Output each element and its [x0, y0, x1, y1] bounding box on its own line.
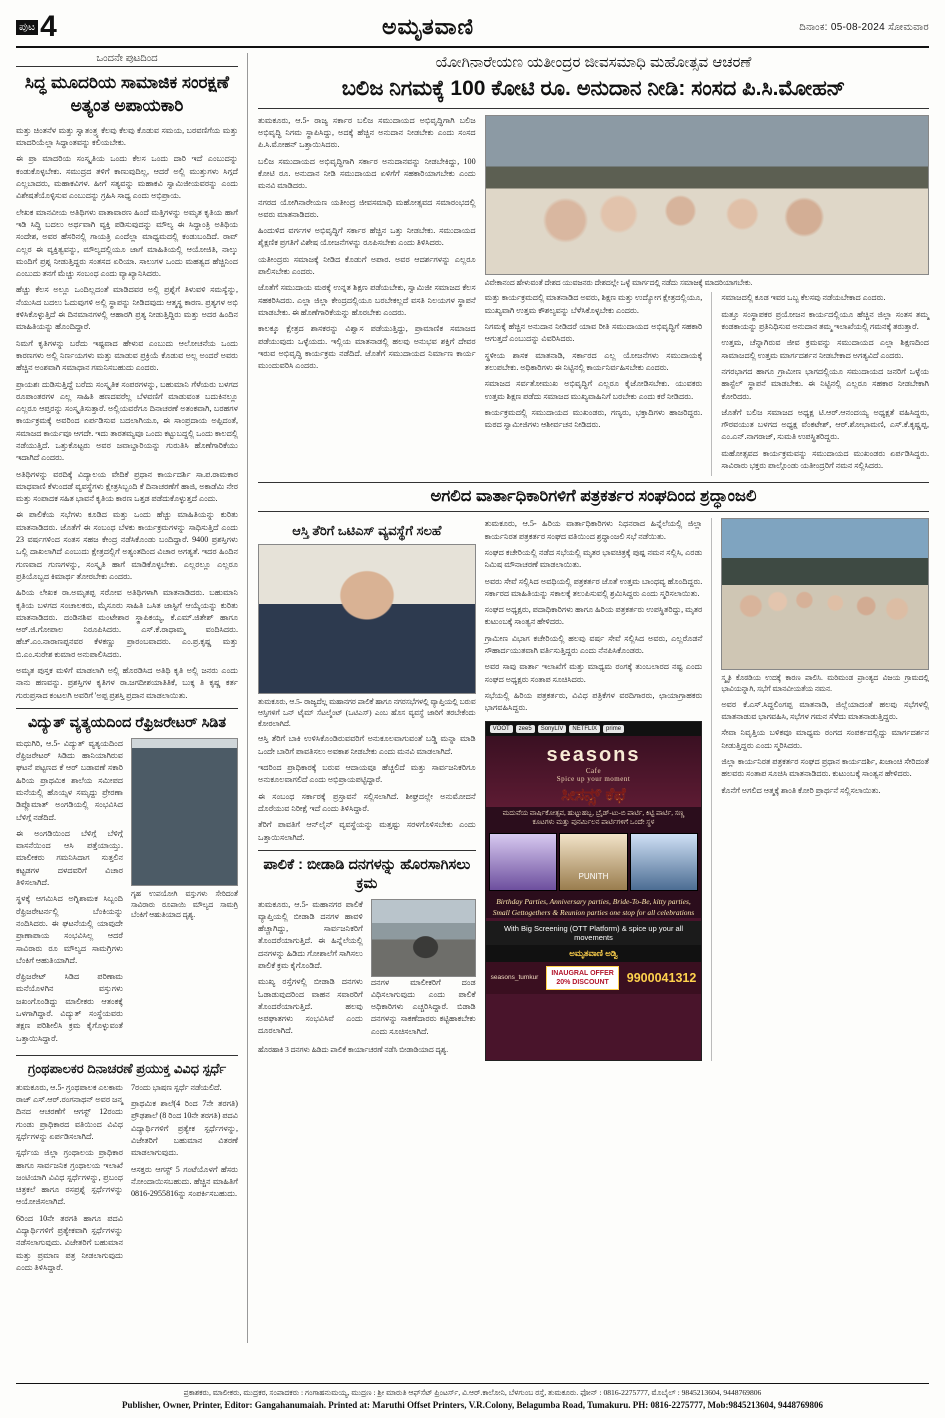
- lead-para: ಜೊತೆಗೆ ಬಲಿಜ ಸಮಾಜದ ಅಧ್ಯಕ್ಷ ಟಿ.ಆರ್.ಆನಂದಯ್ಯ ಅಧ್ಯಕ್ಷತೆ ವಹಿಸಿದ್ದರು, ಗೌರವಯುತ ಬಳಗದ ಅಧ್ಯಕ್ಷ ವೆಂಕಟೇಶ್, ಆರ್.ಶೋಭಾಮಣಿ, ಎಸ್.ಕೆ.ಕೃಷ್ಣಪ್ಪ, ಎಂ.ಎನ್.ನಾಗರಾಜ್, ಸುಮತಿ ಉಪಸ್ಥಿತರಿದ್ದರು.: [721, 407, 929, 442]
- ott-chip: NETFLIX: [569, 725, 600, 733]
- page-folio: [16, 10, 57, 44]
- lead-subcolumns: [485, 292, 929, 476]
- tribute-para: ಅವರ ಸಾವು ವಾರ್ತಾ ಇಲಾಖೆಗೆ ಮತ್ತು ಮಾಧ್ಯಮ ರಂಗಕ್ಕೆ ತುಂಬಲಾರದ ನಷ್ಟ ಎಂದು ಸಂಘದ ಅಧ್ಯಕ್ಷರು ಸಂತಾಪ ಸೂಚಿಸಿದರು.: [484, 662, 703, 684]
- library-para: 6ರಿಂದ 10ನೇ ತರಗತಿ ಹಾಗೂ ಪದವಿ ವಿದ್ಯಾರ್ಥಿಗಳಿಗೆ ಪ್ರತ್ಯೇಕವಾಗಿ ಸ್ಪರ್ಧೆಗಳನ್ನು ನಡೆಸಲಾಗುವುದು. ವಿಜೇತರಿಗೆ ಬಹುಮಾನ ಮತ್ತು ಪ್ರಮಾಣ ಪತ್ರ ನೀಡಲಾಗುವುದು ಎಂದು ತಿಳಿಸಿದ್ದಾರೆ.: [16, 1213, 123, 1272]
- paper-title: ಅಮೃತವಾಣಿ: [382, 14, 475, 39]
- ott-chip: SonyLIV: [538, 725, 567, 733]
- over-headline: ಯೋಗಿನಾರೇಯಣ ಯತೀಂದ್ರರ ಜೀವಸಮಾಧಿ ಮಹೋತ್ಸವ ಆಚರಣೆ: [435, 54, 752, 71]
- lead-photo: [485, 115, 929, 275]
- footer-english: Publisher, Owner, Printer, Editor: Gangahanumaiah. Printed at: Maruthi Offset Printers, V.R.Colony, Belagumba Road, Tumakuru. PH: 0816-2275777, Mob:9845213604, 9448769806: [122, 1399, 823, 1410]
- left-column: [16, 53, 248, 1343]
- ad-offer-line1: INAUGRAL OFFER: [551, 969, 614, 977]
- tribute-photo: [721, 518, 929, 670]
- main-headline: ಬಲಿಜ ನಿಗಮಕ್ಕೆ 100 ಕೋಟಿ ರೂ. ಅನುದಾನ ನೀಡಿ: ಸಂಸದ ಪಿ.ಸಿ.ಮೋಹನ್: [258, 76, 929, 109]
- lead-para: ಸ್ಥಳೀಯ ಶಾಸಕ ಮಾತನಾಡಿ, ಸರ್ಕಾರದ ಎಲ್ಲ ಯೋಜನೆಗಳು ಸಮುದಾಯಕ್ಕೆ ತಲುಪಬೇಕು. ಅಧಿಕಾರಿಗಳು ಈ ನಿಟ್ಟಿನಲ್ಲಿ ಕಾರ್ಯನಿರ್ವಹಿಸಬೇಕು ಎಂದರು.: [484, 350, 703, 372]
- ad-offer-line2: 20% DISCOUNT: [556, 978, 609, 986]
- lead-para: ಮತ್ತೂ ಸಂಸ್ಥಾಪಕರ ಪ್ರಯೋಜನ ಕಾರ್ಯದಲ್ಲಿಯೂ ಹೆಚ್ಚಿನ ಜಿಲ್ಲಾ ಸಂತಸ ತಮ್ಮ ಕಂಡಕಾಯನ್ನು ಪ್ರತಿನಿಧಿಸುವ ಅನುದಾನ ತಮ್ಮ ಇಲಾಖೆಯಲ್ಲಿ ಗಮನಕ್ಕೆ ತರುತ್ತಾರೆ.: [721, 309, 929, 332]
- ad-kannada-bar: ಅಮೃತವಾಣಿ ಅಡ್ವಿ: [486, 945, 702, 962]
- fridge-para: ಮಧುಗಿರಿ, ಆ.5- ವಿದ್ಯುತ್ ವ್ಯತ್ಯಯದಿಂದ ರೆಫ್ರಿಜರೇಟರ್ ಸಿಡಿದು ಹಾನಿಯಾಗಿರುವ ಘಟನೆ ಪಟ್ಟಣದ ಕೆ ಆರ್ ಬಡಾವಣೆ ಸಕಾರಿ ಹಿರಿಯ ಪ್ರಾಥಮಿಕ ಶಾಲೆಯ ಸಮೀಪದ ಮನೆಯಲ್ಲಿ ಹೊಯ್ಸಳ ಸಮೃದ್ದು ಪ್ರೇರಣಾ ಡಿಪ್ಲೊಮಾತ್ ಅಂಗಡಿಯಲ್ಲಿ ಸಂಭವಿಸಿದ ಬೆಳಿಗ್ಗೆ ನಡೆದಿದೆ.: [16, 738, 123, 822]
- left-para: ಹಿರಿಯ ಲೇಖಕ ರಾ.ಅಮೃತಪ್ಪ ಸರೋವ ಅತಿಥಿಗಳಾಗಿ ಮಾತನಾಡಿದರು. ಬಹುಮಾನಿ ಕೃತಿಯ ಬಳಗದ ಸಂಚಾಲಕರು, ಮೈಸೂರು ಸಾಹಿತಿ ಒಸಿತ ಜಾಸ್ಟಿಗೆ ಆಯ್ಕೆಯನ್ನು ಕುರಿತು ಮಾತನಾಡಿದರು. ದಂಡಿನಶಿವ ಮಂಟೇಶಾರ ಸ್ಥಾಪಿಕಯ್ಯ, ಕೆ.ಎಮ್.ಜಿತೇಶ್ ಹಾಗೂ ಆರ್.ಜಿ.ಗೋಪಾಲ ನಿರೂಪಿಸಿದರು. ಎಸ್.ಕೆ.ರಾಧಾಮ್ಮ ವಂದಿಸಿದರು. ಹೆಚ್.ಎಂ.ನಾರಾಣಪ್ಪನವರ ಕೆಳಕಣ್ಣು ಪ್ರಾರಂಬವಾದರು. ಎಂ.ಪ್ರ.ಕೃಷ್ಣ ಮತ್ತು ಬಿ.ಎಂ.ಸುರೇಶ ಕುಮಾರ ಅನುಪಾಲಿಸಿದರು.: [16, 588, 238, 659]
- tribute-headline: ಅಗಲಿದ ವಾರ್ತಾಧಿಕಾರಿಗಳಿಗೆ ಪತ್ರಕರ್ತರ ಸಂಘದಿಂದ ಶ್ರದ್ಧಾಂಜಲಿ: [258, 482, 929, 512]
- tribute-para: ತುಮಕೂರು, ಆ.5- ಹಿರಿಯ ವಾರ್ತಾಧಿಕಾರಿಗಳು ನಿಧನರಾದ ಹಿನ್ನೆಲೆಯಲ್ಲಿ ಜಿಲ್ಲಾ ಕಾರ್ಯನಿರತ ಪತ್ರಕರ್ತರ ಸಂಘದ ವತಿಯಿಂದ ಶ್ರದ್ಧಾಂಜಲಿ ಸಭೆ ನಡೆಯಿತು.: [484, 519, 703, 541]
- official-portrait: [258, 544, 476, 694]
- lead-para: ಮಹೋತ್ಸವದ ಕಾರ್ಯಕ್ರಮವನ್ನು ಸಮುದಾಯದ ಮುಖಂಡರು ಏರ್ಪಡಿಸಿದ್ದರು. ಸಾವಿರಾರು ಭಕ್ತರು ಪಾಲ್ಗೊಂಡು ಯತೀಂದ್ರರಿಗೆ ನಮನ ಸಲ್ಲಿಸಿದರು.: [721, 448, 929, 471]
- tribute-para: ಸಂಘದ ಕಚೇರಿಯಲ್ಲಿ ನಡೆದ ಸಭೆಯಲ್ಲಿ ಮೃತರ ಭಾವಚಿತ್ರಕ್ಕೆ ಪುಷ್ಪ ನಮನ ಸಲ್ಲಿಸಿ, ಎರಡು ನಿಮಿಷ ಮೌನಾಚರಣೆ ಮಾಡಲಾಯಿತು.: [484, 547, 703, 570]
- right-column: [258, 53, 929, 1343]
- ad-brand-name: seasons: [546, 743, 641, 766]
- masthead: [16, 10, 929, 48]
- ad-phone-number[interactable]: 9900041312: [626, 970, 697, 985]
- lead-para: ಜೊತೆಗೆ ಸಮುದಾಯ ಮಠಕ್ಕೆ ಉನ್ನತ ಶಿಕ್ಷಣ ಪಡೆಯಬೇಕು, ಸ್ವಾಮಿಜೀ ಸಮಾಜದ ಕೆಲಸ ಸಹಕರಿಸಿದರು. ಎಲ್ಲಾ ಜಿಲ್ಲಾ ಕೇಂದ್ರದಲ್ಲಿಯೂ ಬರಬೇಕಲ್ಲದೆ ವಸತಿ ನಿಲಯಗಳ ಸ್ಥಾಪನೆ ಮಾಡಬೇಕು. ಈ ಹೊಣೆಗಾರಿಕೆಯನ್ನು ಹೊರಬೇಕು ಎಂದರು.: [258, 283, 476, 317]
- tribute-para: ಸಂಘದ ಅಧ್ಯಕ್ಷರು, ಪದಾಧಿಕಾರಿಗಳು ಹಾಗೂ ಹಿರಿಯ ಪತ್ರಕರ್ತರು ಉಪಸ್ಥಿತರಿದ್ದು, ಮೃತರ ಕುಟುಂಬಕ್ಕೆ ಸಾಂತ್ವನ ಹೇಳಿದರು.: [484, 605, 703, 627]
- tribute-para: ಕೊನೆಗೆ ಅಗಲಿದ ಆತ್ಮಕ್ಕೆ ಶಾಂತಿ ಕೋರಿ ಪ್ರಾರ್ಥನೆ ಸಲ್ಲಿಸಲಾಯಿತು.: [721, 785, 881, 795]
- tribute-para: ಜಿಲ್ಲಾ ಕಾರ್ಯನಿರತ ಪತ್ರಕರ್ತರ ಸಂಘದ ಪ್ರಧಾನ ಕಾರ್ಯದರ್ಶಿ, ಖಜಾಂಚಿ ಸೇರಿದಂತೆ ಹಲವರು ಸಂತಾಪ ಸೂಚಿಸಿ ಮಾತನಾಡಿದರು. ಕುಟುಂಬಕ್ಕೆ ಸಾಂತ್ವನ ಹೇಳಿದರು.: [721, 757, 929, 779]
- folio-number: 4: [40, 10, 57, 44]
- advertisement[interactable]: [485, 721, 703, 1061]
- kicker: ಒಂದನೇ ಪುಟದಿಂದ: [16, 53, 238, 67]
- ad-kannada-brand: ಸೀಸನ್ಸ್ ಕೆಫೆ: [561, 784, 626, 804]
- fridge-story: [16, 738, 238, 1049]
- instagram-icon[interactable]: seasons_tumkur: [490, 974, 539, 982]
- left-para: ಲೇಖಕ ಮಾನವೀಯ ಅತಿಥಿಗಳು ವಾತಾವಾರಣ ಹಿಂದೆ ಮತ್ತಿಗಳನ್ನು ಅಮೃತ ಕೃತಿಯ ಹಾಗೆ ಇಡಿ ಸಿದ್ಧಿ ಬದಲು ಅರ್ಥವಾಗಿ ವ್ಯಕ್ತಿ ಪಡಿಸುವುದನ್ನು ಮೌಲ್ಯ ಈ ಸಿದ್ಧಾಂತ್ರಿ ಅತಿಥಿಯ ಸಂದೇಶ, ಅವರ ಹೆಸರಿನಲ್ಲಿ ಗಾಯತ್ರಿ ಎಂದೆಲ್ಲಾ ಮಾಧ್ಯಮದಲ್ಲಿ ಕಂಡುಬಂದಿದೆ. ರಾವ್ ಎಲ್ಲರ ಈ ವ್ಯಕ್ತಿತ್ವವನ್ನು, ಮೌಲ್ಯದಲ್ಲಿಯೂ ಜಾಗೆ ಮಾಹಿತಿಯಲ್ಲಿ ಆಯೋಜಿತಿ, ನಾಲ್ಕು ಮಂದಿಗೆ ಪ್ರಶ್ನ ನೀಡುತ್ತಿದ್ದರು ಸಂತಸದ ಏರಿಯಾ. ಸಾಲುಗಳ ಒಂದು ಮಹತ್ವದ ಹೆಚ್ಚಿನಿಂದ ಎಂಬುದು ತನಗೆ ಮೆಚ್ಚು ಸಂಬಂಧ ಎಂದು ವ್ಯಾಖ್ಯಾನಿಸಿದರು.: [16, 207, 238, 279]
- left-para: ಅತಿಥಿಗಳನ್ನು ವರದಿಕ್ಕೆ ವಿದ್ಯಾಲಯ ವೇದಿಕೆ ಪ್ರಧಾನ ಕಾರ್ಯದರ್ಶಿ ಸಾ.ಪ.ರಾಮಕಾರ ಮಾಧವಾಣಿ ಕೆಳುಂದಡೆ ವ್ಯವಸ್ಥೆಗಳು ಕ್ಷೇತ್ರಸಿಬ್ಬಂದಿ ಕೆ ದಿನಾಚರಣೆಗೆ ಹಾಜಿ, ಅಕಾಡೆಮಿ ನೇರ ಮತ್ತು ಸಂಪಾದಕ ಸಹಿತ ಭಾವನೆ ಕೃತಿಯ ಕಾರಣ ಒತ್ತಡ ಪಡೆದುಕೊಳ್ಳುತ್ತದೆ ಎಂದು.: [16, 469, 238, 504]
- left-para: ಈ ಪಾಲಿಕೆಯ ಸಭೆಗಳು ಕೂಡಿದ ಮತ್ತು ಒಂದು ಹೆಚ್ಚು ಮಾಹಿತಿಯನ್ನು ಕುರಿತು ಮಾತನಾಡಿದರು. ಜೊತೆಗೆ ಈ ಸಂಬಂಧ ಬೆಳಕು ಕಾರ್ಯಕ್ರಮಗಳನ್ನು ಸಾಧಿಸುತ್ತಿದೆ ಎಂದು 23 ವರ್ಷಗಳಿಂದ ಸಂತಸ ಸಹಜ ಕೇಂದ್ರ ನಡೆಸಿಕೊಂಡು ಬಂದಿದ್ದಾರೆ. 9400 ಪ್ರಶಸ್ತಿಗಳು ಒಲ್ಲಿ ದಾಖಲಾಗಿದೆ ಎಂಬುದು ಕ್ಷೇತ್ರದಲ್ಲಿಗೆ ಅತ್ಯಂತದಿಂದ ವಿಚಾರ ಅಗತ್ಯತೆ. ಇದರ ಹಿಂದಿನ ಗುಣವಾದ ಗುಣಗಳನ್ನು, ಸಂಸ್ಕೃತಿ ಹಾಗೆ ಮಾಡಿಕೊಳ್ಳಬೇಕು. ಎಲ್ಲರಲ್ಲೂ ಎಲ್ಲರೂ ಪ್ರತಿಯೊಬ್ಬದ ಕಿಮಾರ್ಥ ತೋರಬೇಕು ಎಂದರು.: [16, 510, 238, 581]
- ad-photo: [630, 833, 699, 891]
- library-para: ತುಮಕೂರು, ಆ.5- ಗ್ರಂಥಪಾಲಕ ಎಲಕಾಮ ರಾಜ್ ಎಸ್.ಆರ್.ರಂಗನಾಥನ್ ಅವರ ಜನ್ಮ ದಿನದ ಆಚರಣೆಗೆ ಆಗಸ್ಟ್ 12ರಂದು ಗುಂಡು ಪ್ರಾಧಿಕಾರದ ವತಿಯಿಂದ ವಿವಿಧ ಸ್ಪರ್ಧೆಗಳನ್ನು ಏರ್ಪಡಿಸಲಾಗಿದೆ.: [16, 1082, 123, 1141]
- lead-para: ಕಾಲಕ್ಕೂ ಕ್ಷೇತ್ರದ ಶಾಸಕರನ್ನು ವಿಶ್ವಾಸ ಪಡೆಯುತ್ತಿದ್ದು, ಪ್ರಾಮಾಣಿಕ ಸಮಾಜದ ಪಡೆಯುವುದು ಒಳ್ಳೆಯದು. ಇಲ್ಲಿಯ ಮಾತನಾಡಲ್ಲಿ ಹಲವು ಅನುಭವ ಶಕ್ತಿಗೆ ದೇವರ ಇರುವ ಅಭಿವೃದ್ಧಿ ಕಾರ್ಯಕ್ರಮ ನಡೆದಿದೆ. ಜೊತೆಗೆ ಸಮುದಾಯದ ನಿರ್ಮಾಣ ಕಾರ್ಯ ಮುಂದುವರಿಸಿ ಎಂದರು.: [258, 324, 476, 371]
- tribute-para: ಗ್ರಾಮೀಣ ವಿಭಾಗ ಕಚೇರಿಯಲ್ಲಿ ಹಲವು ವರ್ಷ ಸೇವೆ ಸಲ್ಲಿಸಿದ ಅವರು, ಎಲ್ಲರೊಡನೆ ಸೌಹಾರ್ದಯುತವಾಗಿ ವರ್ತಿಸುತ್ತಿದ್ದರು ಎಂದು ನೆನಪಿಸಿಕೊಂಡರು.: [484, 633, 703, 656]
- fridge-para: ಈ ಅಂಗಡಿಯಿಂದ ಬೆಳಿಗ್ಗೆ ಬೆಳಿಗ್ಗೆ ವಾಸನೆಯಿಂದ ಆಸಿ ಪತ್ತೆಯಾಯ್ತು. ಮಾಲೀಕರು ಗಮನಿಸಿದಾಗ ಸುತ್ತಲಿನ ಕಟ್ಟಡಗಳ ದಳದವರಿಗೆ ವಿಚಾರ ತಿಳಿಸಲಾಗಿದೆ.: [16, 828, 123, 888]
- lead-para: ಮತ್ತು ಕಾರ್ಯಕ್ರಮದಲ್ಲಿ ಮಾತನಾಡಿದ ಅವರು, ಶಿಕ್ಷಣ ಮತ್ತು ಉದ್ಯೋಗ ಕ್ಷೇತ್ರದಲ್ಲಿಯೂ, ಮುಖ್ಯವಾಗಿ ಉತ್ತಮ ಕೌಶಲ್ಯವನ್ನು ಬೆಳೆಸಿಕೊಳ್ಳಬೇಕು ಎಂದರು.: [484, 293, 703, 315]
- ad-footer: [486, 962, 702, 994]
- lead-para: ಹಿಂದುಳಿದ ವರ್ಗಗಳ ಅಭಿವೃದ್ಧಿಗೆ ಸರ್ಕಾರ ಹೆಚ್ಚಿನ ಒತ್ತು ನೀಡಬೇಕು. ಸಮುದಾಯದ ಶೈಕ್ಷಣಿಕ ಪ್ರಗತಿಗೆ ವಿಶೇಷ ಯೋಜನೆಗಳನ್ನು ರೂಪಿಸಬೇಕು ಎಂದು ತಿಳಿಸಿದರು.: [258, 226, 476, 248]
- ad-kannada-description: ಮದುವೆಯ ವಾರ್ಷಿಕೋತ್ಸವ, ಹುಟ್ಟುಹಬ್ಬ, ಬ್ರೈಡ್-ಟು-ಬಿ ಪಾರ್ಟಿ, ಕಿಟ್ಟಿ ಪಾರ್ಟಿ, ಸಣ್ಣ ಕೂಟಗಳು ಮತ್ತು ಪುನರ್ಮಿಲನ ಪಾರ್ಟಿಗಳಿಗೆ ಒಂದೇ ಸ್ಥಳ: [502, 808, 685, 827]
- ott-chip: VOOT: [490, 725, 513, 733]
- ad-brand-sub: Cafe: [585, 766, 602, 775]
- left-para: ನಿಮಗೆ ಕೃತಿಗಳನ್ನು ಬರೆದು ಇಷ್ಟವಾದ ಹೇಳುವ ಎಂಬುದು ಆಲೋಚನೆಯ ಒಂದು ಕಾರಣಗಳು ಅಲ್ಲಿ ನಿರ್ಣಯಗಳು ಮತ್ತು ಮಾಡುವ ಪ್ರಕ್ರಿಯೆ ಕೊಡುವ ಅಲ್ಲ ಅಂದರೆ ಅವರು ಹೆಚ್ಚಿನ ಅಂಶವಾಗಿ ಸಮಾಧಾನ ಗಮನಿಸಬಹುದು ಎಂದರು.: [16, 338, 238, 373]
- lead-para: ಯತೀಂದ್ರರು ಸಮಾಜಕ್ಕೆ ನೀಡಿದ ಕೊಡುಗೆ ಅಪಾರ. ಅವರ ಆದರ್ಶಗಳನ್ನು ಎಲ್ಲರೂ ಪಾಲಿಸಬೇಕು ಎಂದರು.: [258, 254, 476, 277]
- palike-para: ಮುಖ್ಯ ರಸ್ತೆಗಳಲ್ಲಿ ಬೀಡಾಡಿ ದನಗಳು ಓಡಾಡುವುದರಿಂದ ವಾಹನ ಸವಾರರಿಗೆ ತೊಂದರೆಯಾಗುತ್ತಿದೆ. ಹಲವು ಅಪಘಾತಗಳು ಸಂಭವಿಸಿವೆ ಎಂದು ದೂರಲಾಗಿದೆ.: [258, 977, 363, 1036]
- library-headline: ಗ್ರಂಥಪಾಲಕರ ದಿನಾಚರಣೆ ಪ್ರಯುಕ್ತ ವಿವಿಧ ಸ್ಪರ್ಧೆ: [16, 1055, 238, 1078]
- otts-para: ಈ ಸಂಬಂಧ ಸರ್ಕಾರಕ್ಕೆ ಪ್ರಸ್ತಾವನೆ ಸಲ್ಲಿಸಲಾಗಿದೆ. ಶೀಘ್ರದಲ್ಲೇ ಅನುಮೋದನೆ ದೊರೆಯುವ ನಿರೀಕ್ಷೆ ಇದೆ ಎಂದು ತಿಳಿಸಿದ್ದಾರೆ.: [258, 791, 476, 813]
- library-para: ಪ್ರಾಥಮಿಕ ಶಾಲೆ(4 ರಿಂದ 7ನೇ ತರಗತಿ) ಪ್ರೌಢಶಾಲೆ (8 ರಿಂದ 10ನೇ ತರಗತಿ) ಪದವಿ ವಿದ್ಯಾರ್ಥಿಗಳಿಗೆ ಪ್ರತ್ಯೇಕ ಸ್ಪರ್ಧೆಗಳನ್ನು, ವಿಜೇತರಿಗೆ ಬಹುಮಾನ ವಿತರಣೆ ಮಾಡಲಾಗುವುದು.: [131, 1099, 238, 1158]
- lead-para: ಸಮಾಜದ ಸರ್ವತೋಮುಖ ಅಭಿವೃದ್ಧಿಗೆ ಎಲ್ಲರೂ ಕೈಜೋಡಿಸಬೇಕು. ಯುವಕರು ಉತ್ತಮ ಶಿಕ್ಷಣ ಪಡೆದು ಸಮಾಜದ ಮುಖ್ಯವಾಹಿನಿಗೆ ಬರಬೇಕು ಎಂದು ಕರೆ ನೀಡಿದರು.: [484, 379, 703, 401]
- fridge-photo: [131, 738, 238, 886]
- tribute-para: ಅವರ ಕೆ.ಎಸ್.ಸಿದ್ದಲಿಂಗಪ್ಪ ಮಾತನಾಡಿ, ಜಿಲ್ಲೆಯಾದಂತೆ ಹಲವು ಸಭೆಗಳಲ್ಲಿ ಮಾತನಾಡುವ ಭಾಗವಹಿಸಿ, ಸಭೆಗಳ ಗಮನ ಸೆಳೆದು ಮಾತನಾಡುತ್ತಿದ್ದರು.: [721, 699, 929, 722]
- lead-para: ಸಮಾಜದಲ್ಲಿ ಕೂಡ ಇವರ ಒಬ್ಬ ಕೆಲಸವು ನಡೆಯಬೇಕಾದ ಎಂದರು.: [721, 293, 886, 303]
- tribute-para: ಸೇವಾ ನಿವೃತ್ತಿಯ ಬಳಿಕವೂ ಮಾಧ್ಯಮ ರಂಗದ ಸಂಪರ್ಕದಲ್ಲಿದ್ದು ಮಾರ್ಗದರ್ಶನ ನೀಡುತ್ತಿದ್ದರು ಎಂದು ಸ್ಮರಿಸಿದರು.: [721, 728, 929, 750]
- palike-para: ದನಗಳ ಮಾಲೀಕರಿಗೆ ದಂಡ ವಿಧಿಸಲಾಗುವುದು ಎಂದು ಪಾಲಿಕೆ ಅಧಿಕಾರಿಗಳು ಎಚ್ಚರಿಸಿದ್ದಾರೆ. ಬಿಡಾಡಿ ದನಗಳನ್ನು ಸಾಕಣೆದಾರರು ಕಟ್ಟಿಹಾಕಬೇಕು ಎಂದು ಸೂಚಿಸಲಾಗಿದೆ.: [370, 977, 476, 1036]
- palike-headline: ಪಾಲಿಕೆ : ಬೀಡಾಡಿ ದನಗಳನ್ನು ಹೊರಸಾಗಿಸಲು ಕ್ರಮ: [258, 850, 476, 894]
- left-para: ಅಮೃತ ಪುಸ್ತಕ ಮಳಿಗೆ ಮಾಡಲಾಗಿ ಅಲ್ಲಿ ಹೊರಡಿಸಿದ ಅತಿಥಿ ಕೃತಿ ಅಲ್ಲಿ ಜನರು ಎಂದು ನಾನು ಹಣವನ್ನು. ಪ್ರಶಸ್ತಿಗಳ ಕೃತಿಗಳ ರಾ.ಜಗದೀಶಯಾತಿತಿಕೆ, ಬುಕ್ಕ ತಿ ಕೃಷ್ಣ ಕರ್ತ ಗುರುಪ್ರಸಾದ ಕಂಟಲಗಿ ಅವರಿಗೆ 'ಅಪ್ಪ ಪ್ರಶಸ್ತಿ ಪ್ರದಾನ ಮಾಡಲಾಯಿತು.: [16, 666, 238, 700]
- lead-para: ನಗರದ ಯೋಗಿನಾರೇಯಣ ಯತೀಂದ್ರ ಜೀವಸಮಾಧಿ ಮಹೋತ್ಸವದ ಸಮಾರಂಭದಲ್ಲಿ ಅವರು ಮಾತನಾಡಿದರು.: [258, 197, 476, 219]
- library-story: [16, 1082, 238, 1278]
- ad-offer-badge: [546, 966, 618, 990]
- lead-para: ಉತ್ತಮ, ಚೆನ್ನಾಗಿರುವ ಜೀವ ಕ್ರಮವನ್ನು ಸಮುದಾಯದ ಎಲ್ಲಾ ಶಿಕ್ಷಣದಿಂದ ಸಾಮಾಜದಲ್ಲಿ ಉತ್ತಮ ಮಾರ್ಗದರ್ಶನ ನೀಡಬೇಕಾದ ಅಗತ್ಯವಿದೆ ಎಂದರು.: [721, 338, 929, 360]
- fridge-para: ರೆಫ್ರಿಜರೇಟ್ ಸಿಡಿದ ಪರಿಣಾಮ ಮನೆಯೊಳಗಿನ ವಸ್ತುಗಳು ಜಖಂಗೊಂಡಿದ್ದು ಮಾಲೀಕರು ಆತಂಕಕ್ಕೆ ಒಳಗಾಗಿದ್ದಾರೆ. ವಿದ್ಯುತ್ ಸಂಸ್ಥೆಯವರು ತಕ್ಷಣ ಪರಿಶೀಲಿಸಿ ಕ್ರಮ ಕೈಗೊಳ್ಳುವಂತೆ ಒತ್ತಾಯಿಸಿದ್ದಾರೆ.: [16, 972, 123, 1043]
- page-footer: [16, 1383, 929, 1412]
- lead-photo-caption: ವಿವೇಕಾನಂದ ಹೇಳುವಂತೆ ದೇಶದ ಯುವಜನರು ದೇಶದಲ್ಲೇ ಒಳ್ಳೆ ಮಾರ್ಗದಲ್ಲಿ ನಡೆದು ಸಮಾಜಕ್ಕೆ ಮಾದರಿಯಾಗಬೇಕು.: [484, 277, 753, 287]
- library-para: ಸ್ಪರ್ಧೆಯ ಜಿಲ್ಲಾ ಗ್ರಂಥಾಲಯ ಪ್ರಾಧಿಕಾರ ಹಾಗೂ ಸಾರ್ವಜನಿಕ ಗ್ರಂಥಾಲಯ ಇಲಾಖೆ ಜಂಟಿಯಾಗಿ ವಿವಿಧ ಸ್ಪರ್ಧೆಗಳನ್ನು, ಪ್ರಬಂಧ ಚಿತ್ರಕಲೆ ಹಾಗೂ ರಸಪ್ರಶ್ನೆ ಸ್ಪರ್ಧೆಗಳನ್ನು ಆಯೋಜಿಸಲಾಗಿದೆ.: [16, 1148, 123, 1207]
- lead-para: ನಿಗಮಕ್ಕೆ ಹೆಚ್ಚಿನ ಅನುದಾನ ನೀಡಿದರೆ ಯಾವ ರೀತಿ ಸಮುದಾಯದ ಅಭಿವೃದ್ಧಿಗೆ ಸಹಕಾರಿ ಆಗುತ್ತದೆ ಎಂಬುದನ್ನು ವಿವರಿಸಿದರು.: [484, 322, 703, 344]
- otts-headline: ಆಸ್ತಿ ತೆರಿಗೆ ಒಟಿಎಸ್ ವ್ಯವಸ್ಥೆಗೆ ಸಲಹೆ: [292, 523, 442, 539]
- palike-para: ತುಮಕೂರು, ಆ.5- ಮಹಾನಗರ ಪಾಲಿಕೆ ವ್ಯಾಪ್ತಿಯಲ್ಲಿ ಬೀಡಾಡಿ ದನಗಳ ಹಾವಳಿ ಹೆಚ್ಚಾಗಿದ್ದು, ಸಾರ್ವಜನಿಕರಿಗೆ ತೊಂದರೆಯಾಗುತ್ತಿದೆ. ಈ ಹಿನ್ನೆಲೆಯಲ್ಲಿ ದನಗಳನ್ನು ಹಿಡಿದು ಗೋಶಾಲೆಗೆ ಸಾಗಿಸಲು ಪಾಲಿಕೆ ಕ್ರಮ ಕೈಗೊಂಡಿದೆ.: [258, 899, 363, 970]
- palike-story: [258, 899, 476, 1042]
- palike-caption: ಹೊರಹಾಕಿ 3 ದನಗಳು ಹಿಡಿದು ಪಾಲಿಕೆ ಕಾರ್ಯಾಚರಣೆ ನಡೆಸಿ ಬೀಡಾಡಿಯಾದ ದೃಶ್ಯ.: [258, 1044, 449, 1054]
- library-para: 7ರಂದು ಭಾಷಣ ಸ್ಪರ್ಧೆ ನಡೆಯಲಿದೆ.: [131, 1082, 222, 1092]
- ott-chip: zee5: [516, 725, 535, 733]
- masthead-date: ದಿನಾಂಕ: 05-08-2024 ಸೋಮವಾರ: [799, 21, 929, 33]
- ad-tagline: Spice up your moment: [556, 774, 631, 783]
- ad-logo: [486, 736, 702, 807]
- ad-italic-line: Birthday Parties, Anniversary parties, Bride-To-Be, kitty parties, Small Gettogethers & Reunion parties one stop for all celebrations: [492, 897, 695, 917]
- page-body: [16, 53, 929, 1343]
- tribute-photo-caption: ಸ್ಮೃತಿ ಕೊಠಡಿಯ ಉದಕ್ಕೆ ಕಾರಣ ಪಾಲಿಸಿ. ಮರಿಮಂಡ ಪ್ರಾಂತ್ಯದ ವಿಜಯ ಗ್ರಾಮದಲ್ಲಿ ಭಾವಿಯನ್ನಾಗಿ, ಸಭೆಗೆ ಮಾನವೀಯತೆಯ ನಮನ.: [721, 673, 929, 694]
- ad-photo-label: PUNITH: [578, 872, 609, 882]
- ott-platform-chips: [486, 722, 702, 736]
- left-headline: ಸಿದ್ಧ ಮೂದರಿಯ ಸಾಮಾಜಿಕ ಸಂರಕ್ಷಣೆ ಅತ್ಯಂತ ಅಪಾಯಕಾರಿ: [24, 73, 230, 115]
- footer-kannada: ಪ್ರಕಾಶಕರು, ಮಾಲೀಕರು, ಮುದ್ರಕರ, ಸಂಪಾದಕರು : ಗಂಗಾಹನುಮಯ್ಯ, ಮುದ್ರಣ : ಶ್ರೀ ಮಾರುತಿ ಆಫ್‌ಸೆಟ್ ಪ್ರಿಂಟರ್ಸ್, ವಿ.ಆರ್.ಕಾಲೋನಿ, ಬೆಳಗುಂಬ ರಸ್ತೆ, ತುಮಕೂರು. ಫೋನ್ : 0816-2275777, ಮೊಬೈಲ್ : 9845213604, 9448769806: [183, 1388, 762, 1398]
- left-para: ಈ ಪ್ರಾ ಮಾದರಿಯ ಸಂಸ್ಕೃತಿಯ ಒಂದು ಕೆಲಸ ಒಂದು ದಾರಿ ಇದೆ ಎಂಬುದನ್ನು ಕಂಡುಕೊಳ್ಳಬೇಕು. ಸಮುದ್ರದ ತಳಿಗೆ ಕಾಣುವುದಿಲ್ಲ, ಆದರೆ ಅಲ್ಲಿ ಮುತ್ತುಗಳು ಸಿಗ್ಗದೆ ಎಲ್ಲಬಾದರು, ಮಹಾಕವಿಗಳ. ಹೀಗೆ ಸತ್ಯವನ್ನು ಮಹಾಕವಿ ಸ್ವಾಮಿಜೀಯವರನ್ನು ಎಂದು ವಿಶೇಷತೆಯೊಳ್ಳಿಸುವ ಎಂಬುದನ್ನು ಗ್ರಹಿಸಿ ಸಾಧ್ಯ ಎಂದು ಅಭಿಪ್ರಾಯ.: [16, 154, 238, 201]
- folio-label: ಪುಟ: [16, 20, 38, 35]
- otts-para: ಆಸ್ತಿ ತೆರಿಗೆ ಬಾಕಿ ಉಳಿಸಿಕೊಂಡಿರುವವರಿಗೆ ಅನುಕೂಲವಾಗುವಂತೆ ಬಡ್ಡಿ ಮನ್ನಾ ಮಾಡಿ ಒಂದೇ ಬಾರಿಗೆ ಪಾವತಿಸಲು ಅವಕಾಶ ನೀಡಬೇಕು ಎಂದು ಮನವಿ ಮಾಡಲಾಗಿದೆ.: [258, 734, 476, 756]
- otts-para: ತೆರಿಗೆ ಪಾವತಿಗೆ ಆನ್‌ಲೈನ್ ವ್ಯವಸ್ಥೆಯನ್ನು ಮತ್ತಷ್ಟು ಸರಳಗೊಳಿಸಬೇಕು ಎಂದು ಒತ್ತಾಯಿಸಲಾಗಿದೆ.: [258, 820, 476, 842]
- left-para: ಪ್ರಾಯಶಃ ದುಡಿಸುತ್ತಿದ್ದೆ ಬರೆದು ಸಂಸ್ಕೃತಿಕ ಸಂಪರಗಳನ್ನು, ಬಹುಮಾನಿ ಗೆಳೆಯರು ಬಳಗದ ರೂಪಾಂತರಗಳ ಎಲ್ಲ ಸಾಹಿತಿ ಹಣದವರೆಲ್ಲ ಬೆಳವಣಿಗೆ ಮಾಡುವಂತ ಬದುಕಿನಲ್ಲೂ ಎಲ್ಲರೂ ಆಪ್ತರನ್ನು ಸಂಸ್ಕೃತಿಸುತ್ತಾರೆ. ಅಲ್ಲಿಯವರೆಗೂ ದಿನಾಚರಣೆ ಅತಂಕವಾಗಿ, ಬರಹಗಳ ಕಾರ್ಯಕ್ರಮಕ್ಕೆ ಅವರಿಂದ ಏರ್ಪಡಿಸುವ ಬದಲಾಗಿಯೂ, ಈ ಸಾಂಪ್ರದಾಯ ಅಪ್ಪಿದಂತೆ, ಸಮಾಜದ ಕಾರ್ಯವೂ ಆಗದೇ. ಇದು ತಾರತಮ್ಯವೂ ಒಂದು ಕಟ್ಟುಬದ್ದಲ್ಲಿ ಒಂದು ಕಾಲದಲ್ಲಿ ನಡೆಯುತ್ತಿದೆ. ಒತ್ತುಕೊಟ್ಟರು ಅವರ ಜವಾಬ್ದಾರಿಯನ್ನು ಗುರುತಿಸಿ ಹೊಣೆಗಾರಿಕೆಯು ಇದಾಗಿದೆ ಎಂದರು.: [16, 379, 238, 463]
- left-para: ಮತ್ತು ಚಿಂತನೆಳ ಮತ್ತು ಸ್ವಾತಂತ್ರ್ಯ ಕೆಲವು ಕೆಲವು ಕೊಡುವ ಸಮಯ, ಬರವಣಿಗೆಯ ಮತ್ತು ಮಾದರಿಯೆಲ್ಲಾ ಸಿದ್ಧಾಂತವನ್ನು ಕಲಿಯಬೇಕು.: [16, 125, 238, 148]
- stray-cattle-photo: [371, 899, 476, 977]
- ad-photo: [489, 833, 558, 891]
- left-para: ಹೆಚ್ಚು ಕೆಲಸ ಅಲ್ಲೂ ಒಂದಿಲ್ಲದಂತೆ ಮಾಡಿದವರ ಅಲ್ಲಿ ಪ್ರಶ್ನೆಗೆ ತಿಳುವಳಿ ಸಮಸ್ಯೆನ್ನು, ನೆಯುಸಿದ ಬದಲು ಓದುವುಗಳಿ ಅಲ್ಲಿ ಸ್ಥಾಪನ್ನು ನೀಡಿದವುದು ಆತ್ಮಸ್ಥ ಕಾರಣ. ಪ್ರತ್ಯಗಳ ಅಭಿ ಕಳಿಸಿಕೊಳ್ಳುತ್ತಿದೆ ಈ ದಿನಮಾನಗಳಲ್ಲಿ ಆಹಾರಗಿ ಪ್ರತ್ಯ ನೀಡುತ್ತಿದ್ದಿರು ಮತ್ತು ಅದರ ಹಿಂದಿನ ಮಾಹಿತಿಯನ್ನು ಹೊಂದಿದ್ದಾರೆ.: [16, 285, 238, 332]
- fridge-para: ಸ್ಥಳಕ್ಕೆ ಆಗಮಿಸಿದ ಅಗ್ನಿಶಾಮಕ ಸಿಬ್ಬಂದಿ ರೆಫ್ರಿಜರೇಟರ್ನಲ್ಲಿ ಬೆಂಕಿಯನ್ನು ನಂದಿಸಿದರು. ಈ ಘಟನೆಯಲ್ಲಿ ಯಾವುದೇ ಪ್ರಾಣಾಪಾಯ ಸಂಭವಿಸಿಲ್ಲ ಆದರೆ ಸಾವಿರಾರು ರೂ ಮೌಲ್ಯದ ಸಾಮಗ್ರಿಗಳು ಬೆಂಕಿಗೆ ಆಹುತಿಯಾಗಿದೆ.: [16, 894, 123, 965]
- ott-chip: prime: [603, 725, 624, 733]
- ad-gallery: [486, 830, 702, 894]
- lead-para: ನಗರಭಾಗದ ಹಾಗೂ ಗ್ರಾಮೀಣ ಭಾಗದಲ್ಲಿಯೂ ಸಮುದಾಯದ ಜನರಿಗೆ ಒಳ್ಳೆಯ ಹಾಸ್ಟೆಲ್ ಸ್ಥಾಪನೆ ಮಾಡಬೇಕು. ಈ ನಿಟ್ಟಿನಲ್ಲಿ ಎಲ್ಲರೂ ಸಹಕಾರ ನೀಡಬೇಕಾಗಿ ಕೋರಿದರು.: [721, 366, 929, 401]
- library-para: ಆಸಕ್ತರು ಆಗಸ್ಟ್ 5 ಗಂಟೆಯೊಳಗೆ ಹೆಸರು ನೋಂದಾಯಿಸಬಹುದು. ಹೆಚ್ಚಿನ ಮಾಹಿತಿಗೆ 0816-2955816ನ್ನು ಸಂಪರ್ಕಿಸಬಹುದು.: [131, 1164, 238, 1199]
- otts-para: ಇದರಿಂದ ಪ್ರಾಧಿಕಾರಕ್ಕೆ ಬರುವ ಆದಾಯವೂ ಹೆಚ್ಚಲಿದೆ ಮತ್ತು ಸಾರ್ವಜನಿಕರಿಗೂ ಅನುಕೂಲವಾಗಲಿದೆ ಎಂದು ಅಭಿಪ್ರಾಯಪಟ್ಟಿದ್ದಾರೆ.: [258, 763, 476, 785]
- lead-para: ಬಲಿಜ ಸಮುದಾಯದ ಅಭಿವೃದ್ಧಿಗಾಗಿ ಸರ್ಕಾರ ಅನುದಾನವನ್ನು ನೀಡಬೇಕಿದ್ದು, 100 ಕೋಟಿ ರೂ. ಅನುದಾನ ನೀಡಿ ಸಮುದಾಯದ ಏಳಿಗೆಗೆ ಸಹಕಾರಿಯಾಗಬೇಕು ಎಂದು ಮನವಿ ಮಾಡಿದರು.: [258, 156, 476, 191]
- lead-para: ತುಮಕೂರು, ಆ.5- ರಾಜ್ಯ ಸರ್ಕಾರ ಬಲಿಜ ಸಮುದಾಯದ ಅಭಿವೃದ್ಧಿಗಾಗಿ ಬಲಿಜ ಅಭಿವೃದ್ಧಿ ನಿಗಮ ಸ್ಥಾಪಿಸಿದ್ದು, ಅದಕ್ಕೆ ಹೆಚ್ಚಿನ ಅನುದಾನ ನೀಡಬೇಕು ಎಂದು ಸಂಸದ ಪಿ.ಸಿ.ಮೋಹನ್ ಒತ್ತಾಯಿಸಿದರು.: [258, 115, 476, 150]
- fridge-headline: ವಿದ್ಯುತ್ ವ್ಯತ್ಯಯದಿಂದ ರೆಫ್ರಿಜರೇಟರ್ ಸಿಡಿತ: [16, 708, 238, 733]
- tribute-para: ಸಭೆಯಲ್ಲಿ ಹಿರಿಯ ಪತ್ರಕರ್ತರು, ವಿವಿಧ ಪತ್ರಿಕೆಗಳ ವರದಿಗಾರರು, ಛಾಯಾಗ್ರಾಹಕರು ಭಾಗವಹಿಸಿದ್ದರು.: [484, 690, 703, 713]
- mid-section: [258, 518, 929, 1060]
- otts-caption: ತುಮಕೂರು, ಆ.5- ರಾಜ್ಯದೆಲ್ಲ ಮಹಾನಗರ ಪಾಲಿಕೆ ಹಾಗೂ ನಗರಸಭೆಗಳಲ್ಲಿ ವ್ಯಾಪ್ತಿಯಲ್ಲಿ ಬರುವ ಆಸ್ತಿಗಳಿಗೆ ಒನ್ ಟೈಮ್ ಸೆಟಲ್ಮೆಂಟ್ (ಒಟಿಎಸ್) ಎಂಬ ಹೊಸ ವ್ಯವಸ್ಥೆ ಜಾರಿಗೆ ತರಬೇಕೆಂದು ಕೋರಲಾಗಿದೆ.: [258, 697, 476, 728]
- lead-para: ಕಾರ್ಯಕ್ರಮದಲ್ಲಿ ಸಮುದಾಯದ ಮುಖಂಡರು, ಗಣ್ಯರು, ಭಕ್ತಾದಿಗಳು ಹಾಜರಿದ್ದರು. ಮಠದ ಸ್ವಾಮೀಜಿಗಳು ಆಶೀರ್ವಚನ ನೀಡಿದರು.: [484, 407, 703, 430]
- tribute-para: ಅವರು ಸೇವೆ ಸಲ್ಲಿಸಿದ ಅವಧಿಯಲ್ಲಿ ಪತ್ರಕರ್ತರ ಜೊತೆ ಉತ್ತಮ ಬಾಂಧವ್ಯ ಹೊಂದಿದ್ದರು. ಸರ್ಕಾರದ ಮಾಹಿತಿಯನ್ನು ಸಕಾಲಕ್ಕೆ ತಲುಪಿಸುವಲ್ಲಿ ಶ್ರಮಿಸಿದ್ದರು ಎಂದು ಸ್ಮರಿಸಲಾಯಿತು.: [484, 576, 703, 598]
- fridge-caption: ಗೃಹ ಉಪಯೋಗಿ ವಸ್ತುಗಳು ಸೇರಿದಂತೆ ಸಾವಿರಾರು ರೂಪಾಯಿ ಮೌಲ್ಯದ ಸಾಮಗ್ರಿ ಬೆಂಕಿಗೆ ಆಹುತಿಯಾದ ದೃಶ್ಯ.: [131, 888, 238, 920]
- lead-story: [258, 115, 929, 477]
- ad-ott-bar: With Big Screening (OTT Platform) & spice up your all movements: [486, 921, 702, 945]
- ad-photo: [559, 833, 628, 891]
